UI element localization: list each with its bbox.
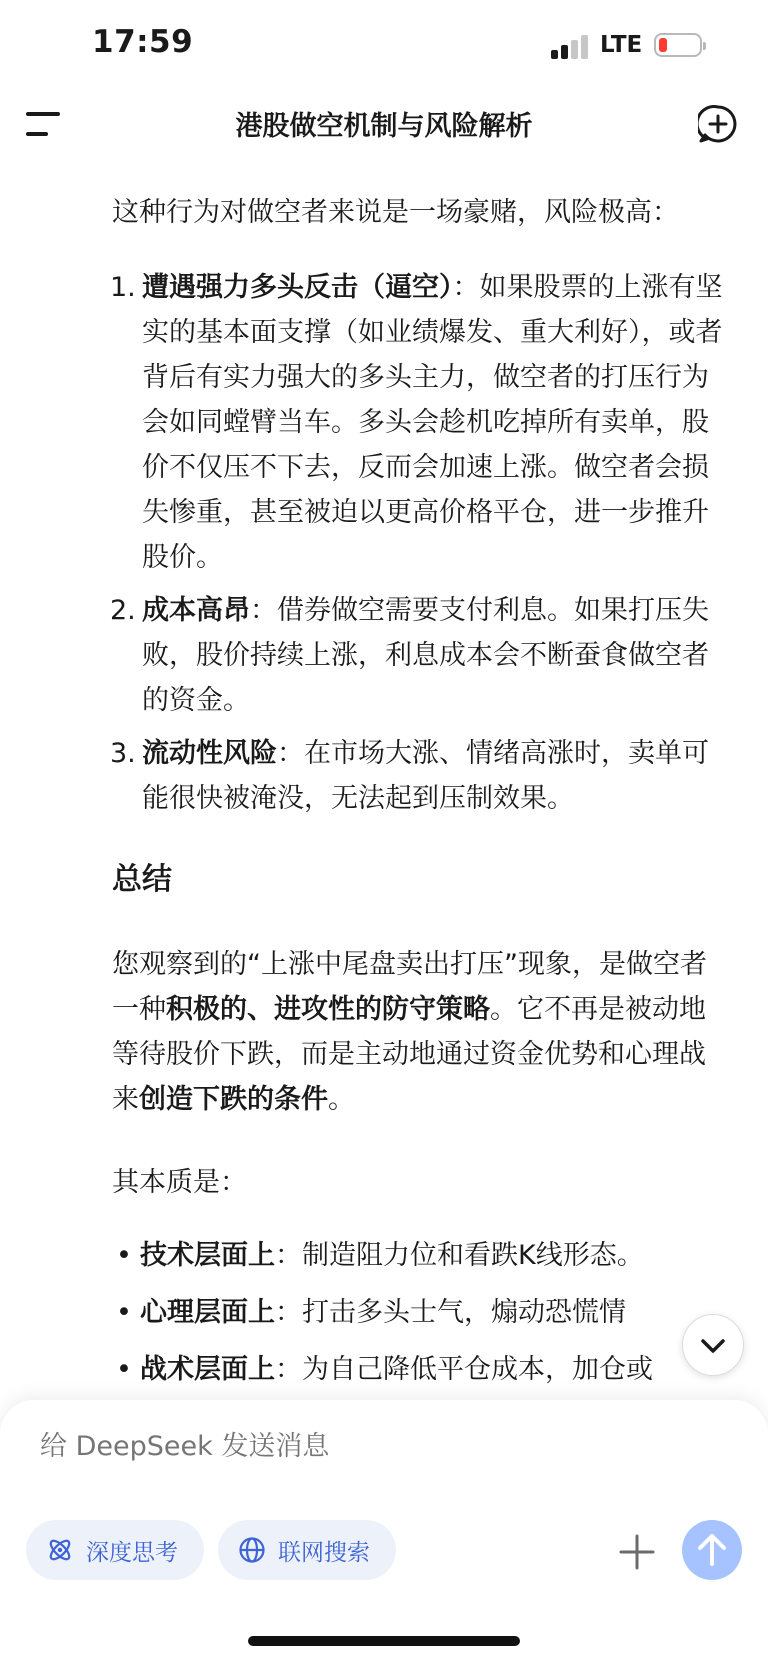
summary-text: 您观察到的“上涨中尾盘卖出打压”现象，是做空者一种 bbox=[112, 949, 707, 1025]
chevron-down-icon bbox=[683, 1315, 743, 1375]
home-indicator bbox=[248, 1636, 520, 1646]
summary-emphasis: 积极的、进攻性的防守策略 bbox=[166, 994, 490, 1025]
message-input[interactable] bbox=[38, 1430, 642, 1463]
list-item-heading: 流动性风险 bbox=[142, 738, 277, 769]
list-item: • 技术层面上：制造阻力位和看跌K线形态。 bbox=[116, 1240, 644, 1271]
list-item bbox=[112, 731, 732, 821]
network-label: LTE bbox=[600, 32, 643, 58]
status-bar bbox=[0, 0, 768, 90]
list-item bbox=[112, 265, 732, 580]
signal-icon bbox=[551, 35, 591, 59]
send-button[interactable] bbox=[682, 1520, 742, 1580]
message-composer bbox=[0, 1400, 768, 1662]
list-number: 1. bbox=[110, 272, 136, 303]
web-search-toggle[interactable] bbox=[218, 1520, 396, 1580]
deep-think-label: 深度思考 bbox=[86, 1539, 178, 1566]
list-item-text: ：借券做空需要支付利息。如果打压失败，股价持续上涨，利息成本会不断蚕食做空者的资金。 bbox=[142, 595, 709, 716]
essence-list bbox=[112, 1233, 732, 1392]
bullet-text: ：打击多头士气，煽动恐慌情 bbox=[275, 1297, 626, 1328]
deep-think-toggle[interactable] bbox=[26, 1520, 204, 1580]
bullet-heading: 战术层面上 bbox=[140, 1354, 275, 1385]
list-number: 2. bbox=[110, 595, 136, 626]
list-item: • 战术层面上：为自己降低平仓成本，加仓或 bbox=[116, 1354, 653, 1385]
bullet-heading: 技术层面上 bbox=[140, 1240, 275, 1271]
arrow-up-icon bbox=[682, 1520, 742, 1580]
list-item-heading: 成本高昂 bbox=[142, 595, 250, 626]
assistant-message bbox=[112, 190, 732, 1404]
bullet-text: ：为自己降低平仓成本，加仓或 bbox=[275, 1354, 653, 1385]
list-item-heading: 遭遇强力多头反击（逼空） bbox=[142, 272, 453, 303]
web-search-label: 联网搜索 bbox=[278, 1539, 370, 1566]
globe-icon bbox=[238, 1536, 266, 1564]
bullet-heading: 心理层面上 bbox=[140, 1297, 275, 1328]
summary-paragraph bbox=[112, 942, 732, 1122]
risk-list bbox=[112, 265, 732, 821]
scroll-down-button[interactable] bbox=[682, 1314, 744, 1376]
list-item-text: ：在市场大涨、情绪高涨时，卖单可能很快被淹没，无法起到压制效果。 bbox=[142, 738, 709, 814]
new-chat-icon[interactable] bbox=[698, 104, 738, 144]
list-item: • 心理层面上：打击多头士气，煽动恐慌情 bbox=[116, 1297, 626, 1328]
summary-text: 。 bbox=[328, 1084, 355, 1115]
summary-heading: 总结 bbox=[112, 862, 172, 897]
attach-plus-icon[interactable] bbox=[617, 1532, 657, 1572]
chat-title: 港股做空机制与风险解析 bbox=[235, 111, 533, 142]
chat-header bbox=[0, 90, 768, 160]
status-time: 17:59 bbox=[92, 24, 194, 60]
summary-text: 。它不再是被动地等待股价下跌，而是主动地通过资金优势和心理战来 bbox=[112, 994, 706, 1115]
intro-text: 这种行为对做空者来说是一场豪赌，风险极高： bbox=[112, 197, 679, 228]
bullet-text: ：制造阻力位和看跌K线形态。 bbox=[275, 1240, 644, 1271]
atom-icon bbox=[46, 1536, 74, 1564]
list-item bbox=[112, 588, 732, 723]
list-number: 3. bbox=[110, 738, 136, 769]
essence-label: 其本质是： bbox=[112, 1167, 247, 1198]
battery-icon bbox=[654, 33, 702, 57]
summary-emphasis: 创造下跌的条件 bbox=[139, 1084, 328, 1115]
list-item-text: ：如果股票的上涨有坚实的基本面支撑（如业绩爆发、重大利好），或者背后有实力强大的多头主力，做空者的打压行为会如同螳臂当车。多头会趁机吃掉所有卖单，股价不仅压不下去，反而会加速上涨。做空者会损失惨重，甚至被迫以更高价格平仓，进一步推升股价。 bbox=[142, 272, 723, 573]
